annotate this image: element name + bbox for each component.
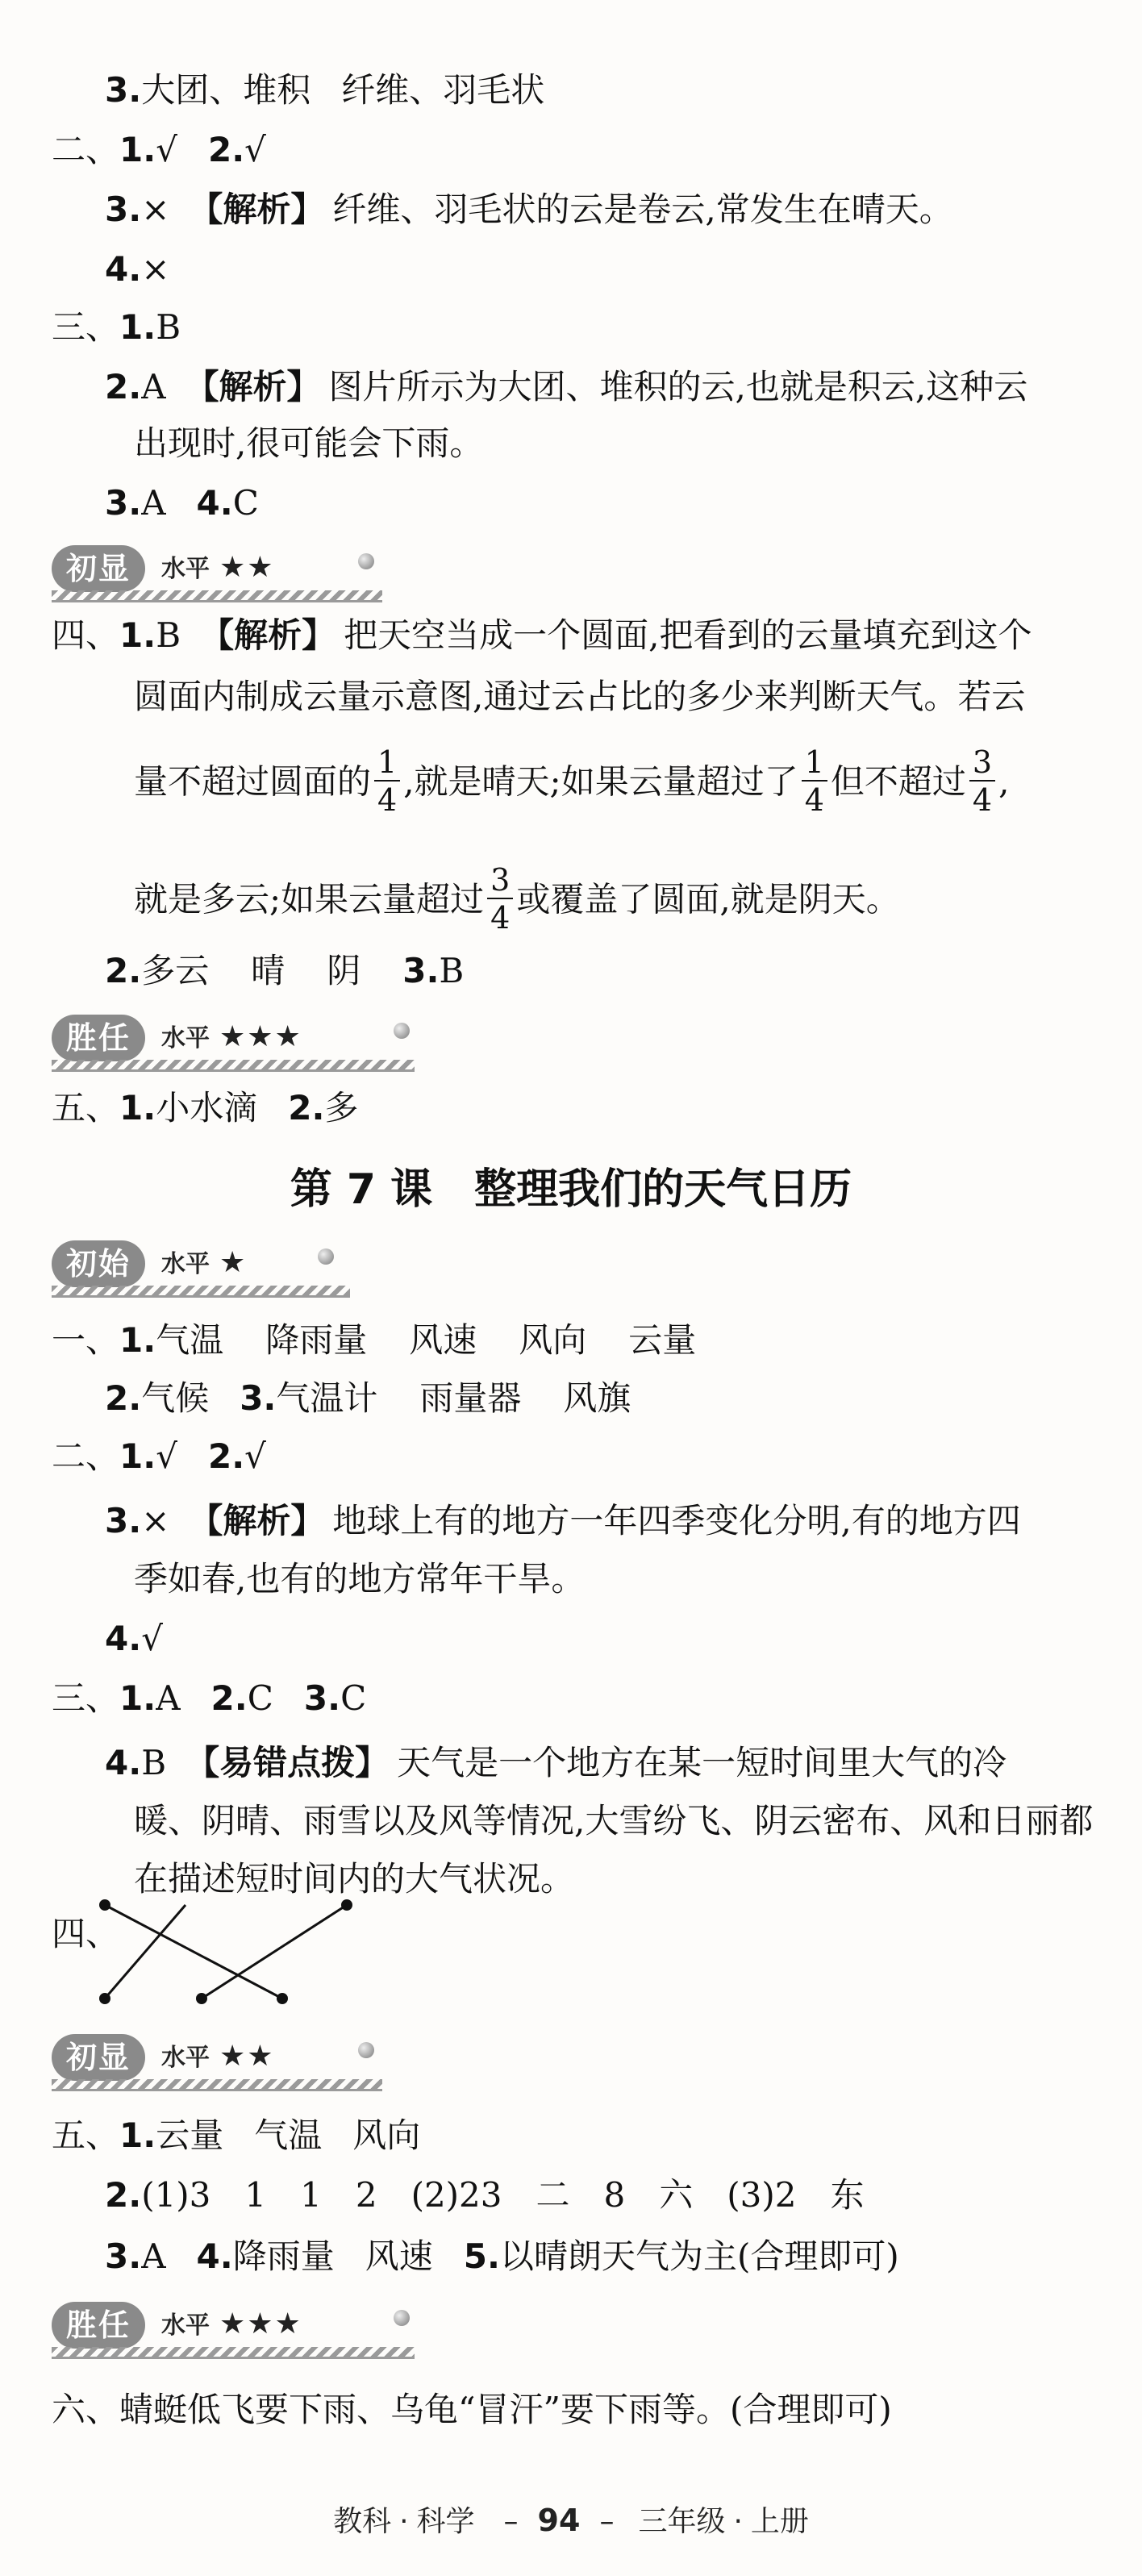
star-rating: ★★★ [219,2307,302,2340]
answer-line-p2-3-4: 4.B 【易错点拨】 天气是一个地方在某一短时间里大气的冷 [105,1743,1007,1782]
level-badge-label: 初始 [52,1240,145,1287]
answer-line-p2-1-2: 2.气候 3.气温计 雨量器 风旗 [105,1378,631,1418]
answer-line-section-4: 四、1.B 【解析】 把天空当成一个圆面,把看到的云量填充到这个 [52,615,1032,655]
wave-divider [52,1286,350,1298]
pearl-icon [358,553,374,569]
level-badge-chuxian-2: 初显 水平 ★★ [52,2028,342,2092]
answer-line-section-5: 五、1.小水滴 2.多 [52,1088,359,1128]
match-dot [99,1993,110,2004]
answer-line-p3-5-2: 2.(1)3 1 1 2 (2)23 二 8 六 (3)2 东 [105,2175,865,2215]
match-dot [196,1993,207,2004]
fraction-three-quarters: $\frac{3}{4}$ [487,865,513,933]
answer-line-p2-section-3: 三、1.A 2.C 3.C [52,1678,367,1718]
wave-divider [52,590,382,602]
answer-line-p2-section-1: 一、1.气温 降雨量 风速 风向 云量 [52,1320,697,1360]
pearl-icon [358,2042,374,2058]
answer-line-p2-2-4: 4.√ [105,1619,163,1658]
star-rating: ★ [219,1246,248,1279]
wave-divider [52,2347,415,2359]
answer-line-2-4: 4.× [105,249,170,289]
match-line [202,1905,347,1999]
answer-line-4-2: 2.多云 晴 阴 3.B [105,951,465,990]
answer-line-p2-2-3: 3.× 【解析】 地球上有的地方一年四季变化分明,有的地方四 [105,1501,1021,1540]
star-rating: ★★ [219,2040,275,2073]
page-number: 94 [537,2503,581,2538]
answer-line-4-cont1: 圆面内制成云量示意图,通过云占比的多少来判断天气。若云 [134,677,1026,716]
answer-line-3-2-cont: 出现时,很可能会下雨。 [134,423,484,463]
fraction-one-quarter: $\frac{1}{4}$ [374,747,400,815]
match-dot [277,1993,288,2004]
wave-divider [52,1060,415,1072]
pearl-icon [318,1248,334,1265]
answer-line-p3-5-3: 3.A 4.降雨量 风速 5.以晴朗天气为主(合理即可) [105,2236,899,2276]
answer-line-section-3: 三、1.B [52,307,181,347]
level-badge-label: 胜任 [52,2302,145,2349]
level-badge-shengren-2: 胜任 水平 ★★★ [52,2295,390,2360]
answer-line-3-3: 3.A 4.C [105,483,259,523]
answer-line-2-3: 3.× 【解析】 纤维、羽毛状的云是卷云,常发生在晴天。 [105,190,953,229]
level-badge-chuxian: 初显 水平 ★★ [52,539,342,603]
answer-line-p2-section-2: 二、1.√ 2.√ [52,1436,266,1476]
answer-line-4-cont3: 就是多云;如果云量超过 $\frac{3}{4}$ 或覆盖了圆面,就是阴天。 [134,862,900,936]
star-rating: ★★★ [219,1020,302,1053]
level-badge-chushi: 初始 水平 ★ [52,1234,294,1298]
fraction-one-quarter: $\frac{1}{4}$ [802,747,827,815]
answer-line-4-cont2: 量不超过圆面的 $\frac{1}{4}$ ,就是晴天;如果云量超过了 $\frac{1}{4}$ 但不超过 $\frac{3}{4}$ , [134,744,1010,818]
lesson-title: 第 7 课 整理我们的天气日历 [290,1165,852,1214]
star-rating: ★★ [219,551,275,584]
match-line [105,1905,282,1999]
answer-line-p3-section-6: 六、蜻蜓低飞要下雨、乌龟“冒汗”要下雨等。(合理即可) [52,2390,892,2429]
pearl-icon [394,1023,410,1039]
answer-line-p2-3-4-cont2: 在描述短时间内的大气状况。 [134,1859,575,1899]
answer-line-3: 3.大团、堆积 纤维、羽毛状 [105,70,545,110]
answer-line-p2-section-4: 四、 [52,1914,120,1953]
level-badge-shengren: 胜任 水平 ★★★ [52,1008,390,1073]
answer-line-p2-2-3-cont: 季如春,也有的地方常年干旱。 [134,1559,586,1599]
level-badge-label: 胜任 [52,1015,145,1061]
pearl-icon [394,2310,410,2326]
match-dot [99,1899,110,1911]
matching-lines-diagram [97,1887,371,2008]
answer-line-section-2: 二、1.√ 2.√ [52,130,266,169]
level-badge-label: 初显 [52,2034,145,2081]
answer-line-p2-3-4-cont1: 暖、阴晴、雨雪以及风等情况,大雪纷飞、阴云密布、风和日丽都 [134,1801,1094,1840]
level-badge-label: 初显 [52,545,145,592]
fraction-three-quarters: $\frac{3}{4}$ [969,747,995,815]
wave-divider [52,2079,382,2091]
answer-line-3-2: 2.A 【解析】 图片所示为大团、堆积的云,也就是积云,这种云 [105,367,1028,406]
match-line [105,1905,185,1999]
page-footer: 教科 · 科学 – 94 – 三年级 · 上册 [333,2503,809,2538]
answer-line-p3-section-5: 五、1.云量 气温 风向 [52,2115,421,2155]
match-dot [341,1899,352,1911]
